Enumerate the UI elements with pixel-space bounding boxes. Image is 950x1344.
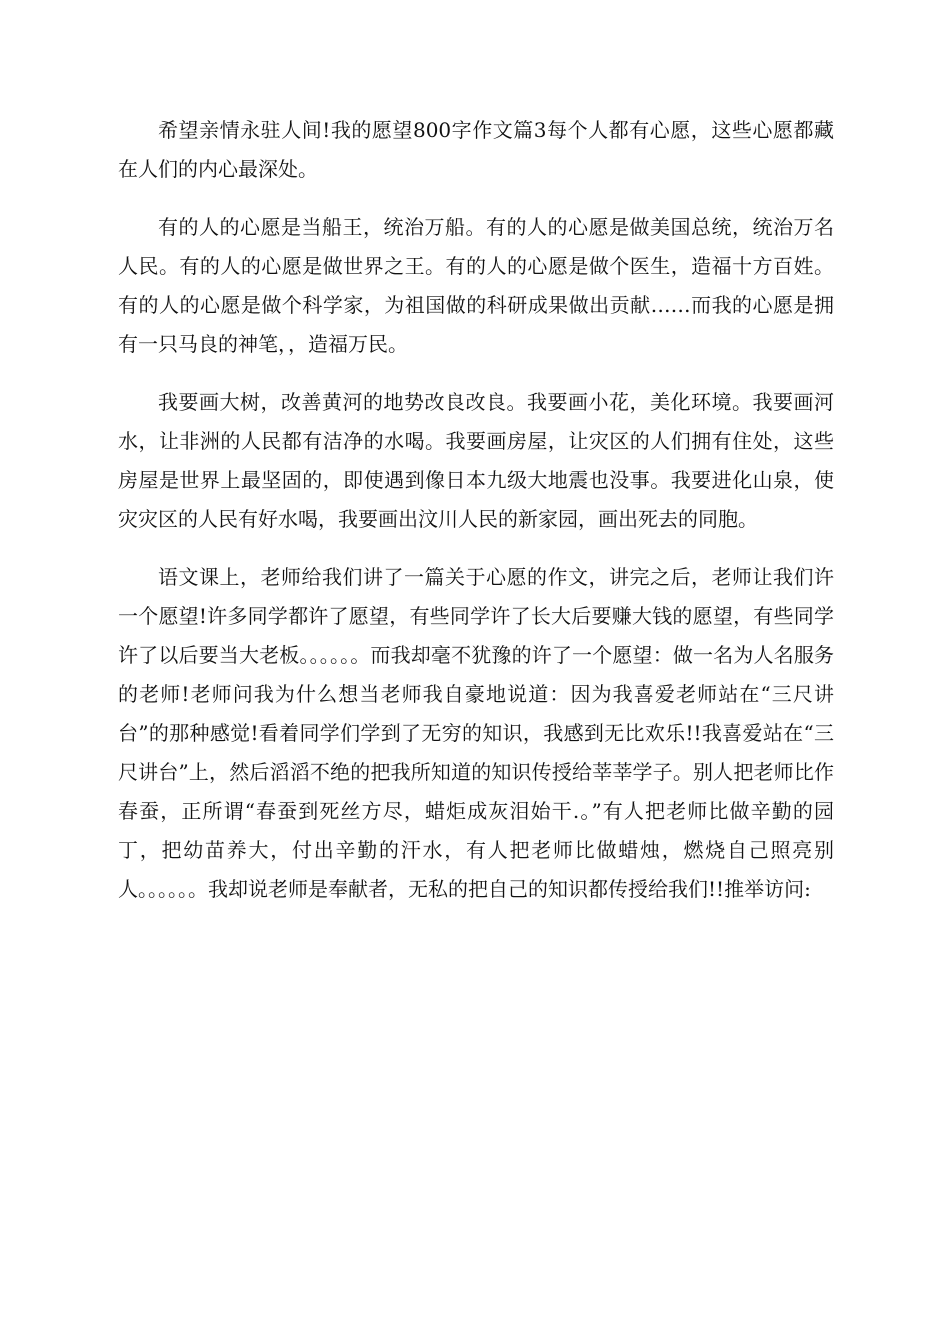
document-body	[118, 111, 834, 928]
paragraph-3: 我要画大树，改善黄河的地势改良改良。我要画小花，美化环境。我要画河水，让非洲的人民都有洁净的水喝。我要画房屋，让灾区的人们拥有住处，这些房屋是世界上最坚固的，即使遇到像日本九级大地震也没事。我要进化山泉，使灾灾区的人民有好水喝，我要画出汶川人民的新家园，画出死去的同胞。	[118, 390, 834, 531]
paragraph-4: 语文课上，老师给我们讲了一篇关于心愿的作文，讲完之后，老师让我们许一个愿望!许多同学都许了愿望，有些同学许了长大后要赚大钱的愿望，有些同学许了以后要当大老板。。。。。。而我却毫不犹豫的许了一个愿望：做一名为人名服务的老师!老师问我为什么想当老师我自豪地说道：因为我喜爱老师站在“三尺讲台”的那种感觉!看着同学们学到了无穷的知识，我感到无比欢乐!!我喜爱站在“三尺讲台”上，然后滔滔不绝的把我所知道的知识传授给莘莘学子。别人把老师比作春蚕，正所谓“春蚕到死丝方尽，蜡炬成灰泪始干.。”有人把老师比做辛勤的园丁，把幼苗养大，付出辛勤的汗水，有人把老师比做蜡烛，燃烧自己照亮别人。。。。。。我却说老师是奉献者，无私的把自己的知识都传授给我们!!推举访问:	[118, 565, 834, 901]
paragraph-1: 希望亲情永驻人间!我的愿望800字作文篇3每个人都有心愿，这些心愿都藏在人们的内心最深处。	[118, 118, 834, 181]
paragraph-2: 有的人的心愿是当船王，统治万船。有的人的心愿是做美国总统，统治万名人民。有的人的心愿是做世界之王。有的人的心愿是做个医生，造福十方百姓。有的人的心愿是做个科学家，为祖国做的科研成果做出贡献……而我的心愿是拥有一只马良的神笔，，造福万民。	[118, 215, 834, 356]
